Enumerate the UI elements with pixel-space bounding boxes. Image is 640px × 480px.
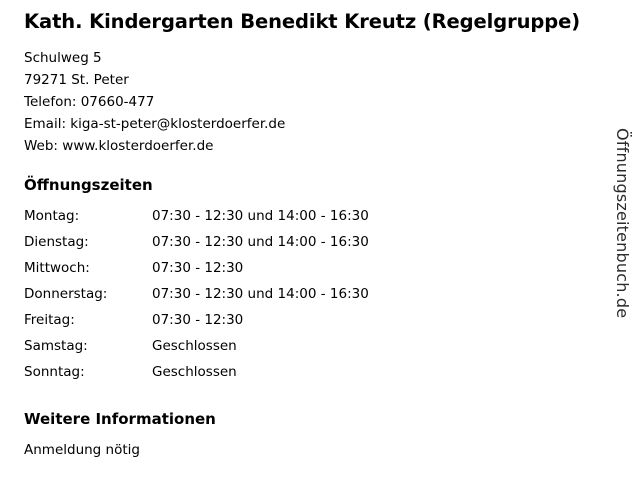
watermark-text: Öffnungszeitenbuch.de [613, 128, 632, 319]
table-row [24, 234, 369, 260]
day-label: Sonntag: [24, 363, 85, 380]
document-content [24, 10, 584, 458]
address-phone: Telefon: 07660-477 [24, 94, 155, 111]
address-block [24, 48, 584, 157]
day-hours: 07:30 - 12:30 und 14:00 - 16:30 [152, 285, 369, 302]
address-city: 79271 St. Peter [24, 72, 129, 89]
day-hours: 07:30 - 12:30 und 14:00 - 16:30 [152, 233, 369, 250]
address-street: Schulweg 5 [24, 50, 102, 67]
day-hours: 07:30 - 12:30 [152, 311, 244, 328]
day-label: Samstag: [24, 337, 88, 354]
further-information-heading: Weitere Informationen [24, 409, 216, 428]
opening-hours-table [24, 208, 369, 390]
day-label: Freitag: [24, 311, 75, 328]
day-hours: Geschlossen [152, 337, 237, 354]
table-row [24, 260, 369, 286]
table-row [24, 286, 369, 312]
table-row [24, 312, 369, 338]
watermark [610, 128, 636, 428]
opening-hours-heading: Öffnungszeiten [24, 175, 153, 194]
day-label: Mittwoch: [24, 259, 90, 276]
page-title: Kath. Kindergarten Benedikt Kreutz (Regelgruppe) [24, 10, 581, 33]
day-label: Donnerstag: [24, 285, 108, 302]
day-hours: Geschlossen [152, 363, 237, 380]
day-hours: 07:30 - 12:30 [152, 259, 244, 276]
day-label: Dienstag: [24, 233, 89, 250]
address-web: Web: www.klosterdoerfer.de [24, 137, 214, 154]
table-row [24, 338, 369, 364]
table-row [24, 364, 369, 390]
day-label: Montag: [24, 207, 80, 224]
address-email: Email: kiga-st-peter@klosterdoerfer.de [24, 115, 286, 132]
day-hours: 07:30 - 12:30 und 14:00 - 16:30 [152, 207, 369, 224]
table-row [24, 208, 369, 234]
further-information-text: Anmeldung nötig [24, 441, 140, 458]
